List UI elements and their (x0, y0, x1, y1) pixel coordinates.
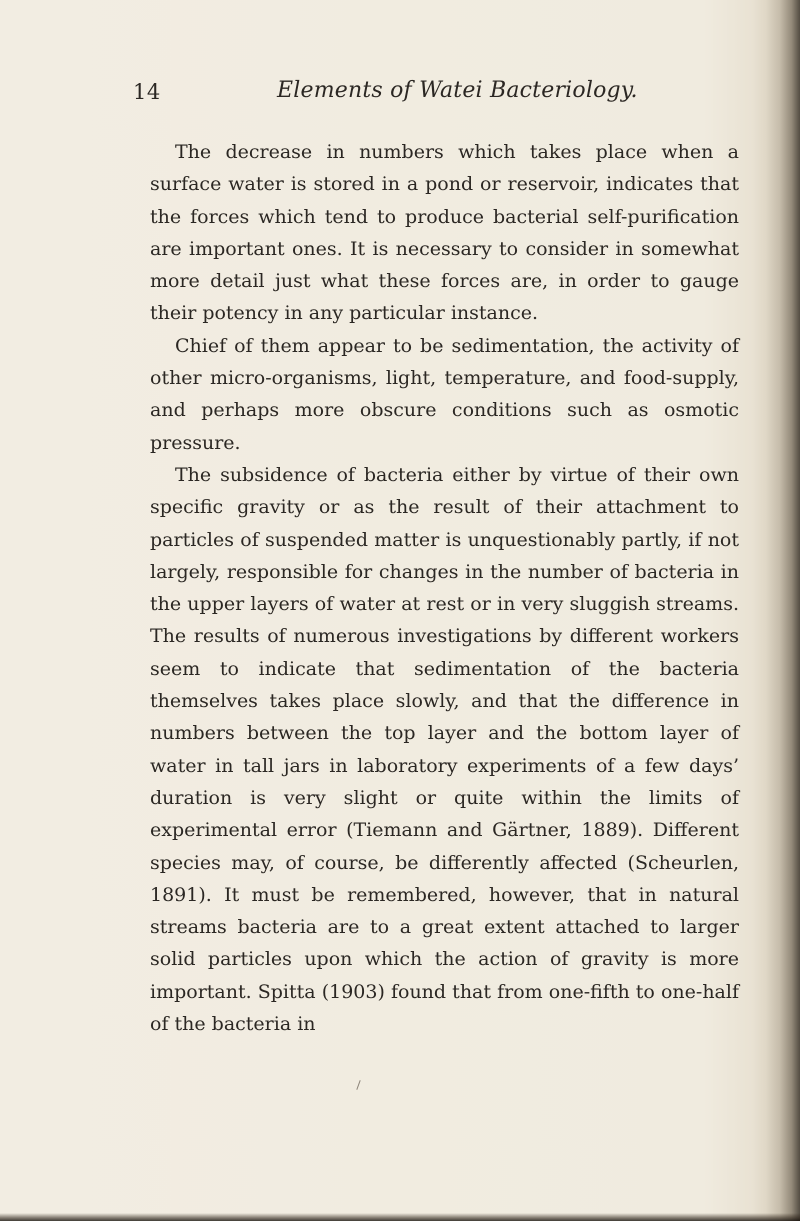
page-number: 14 (133, 80, 161, 104)
page-edge-shadow (766, 0, 800, 1221)
paragraph-3: The subsidence of bacteria either by virtue of their own specific gravity or as the result of their attachment to particles of suspended matter is unquestionably partly, if not largely, responsible for changes in the number of bacteria in the upper layers of water at rest or in very sluggish streams. The results of numerous investigations by different workers seem to indicate that sedimentation of the bacteria themselves takes place slowly, and that the difference in numbers between the top layer and the bottom layer of water in tall jars in laboratory experiments of a few days’ duration is very slight or quite within the limits of experimental error (Tiemann and Gärtner, 1889). Different species may, of course, be differently affected (Scheurlen, 1891). It must be remembered, however, that in natural streams bacteria are to a great extent attached to larger solid particles upon which the action of gravity is more important. Spitta (1903) found that from one-fifth to one-half of the bacteria in (150, 463, 739, 1036)
body-text (150, 136, 739, 1040)
paragraph-2: Chief of them appear to be sedimentation, the activity of other micro-organisms, light, temperature, and food-supply, and perhaps more obscure conditions such as osmotic pressure. (150, 334, 739, 454)
running-title: Elements of Watei Bacteriology. (277, 78, 638, 103)
page-bottom-edge (0, 1213, 800, 1221)
paragraph-1: The decrease in numbers which takes place when a surface water is stored in a pond or reservoir, indicates that the forces which tend to produce bacterial self-purification are important ones. It is necessary to consider in somewhat more detail just what these forces are, in order to gauge their potency in any particular instance. (150, 141, 739, 325)
page-header (133, 78, 741, 112)
